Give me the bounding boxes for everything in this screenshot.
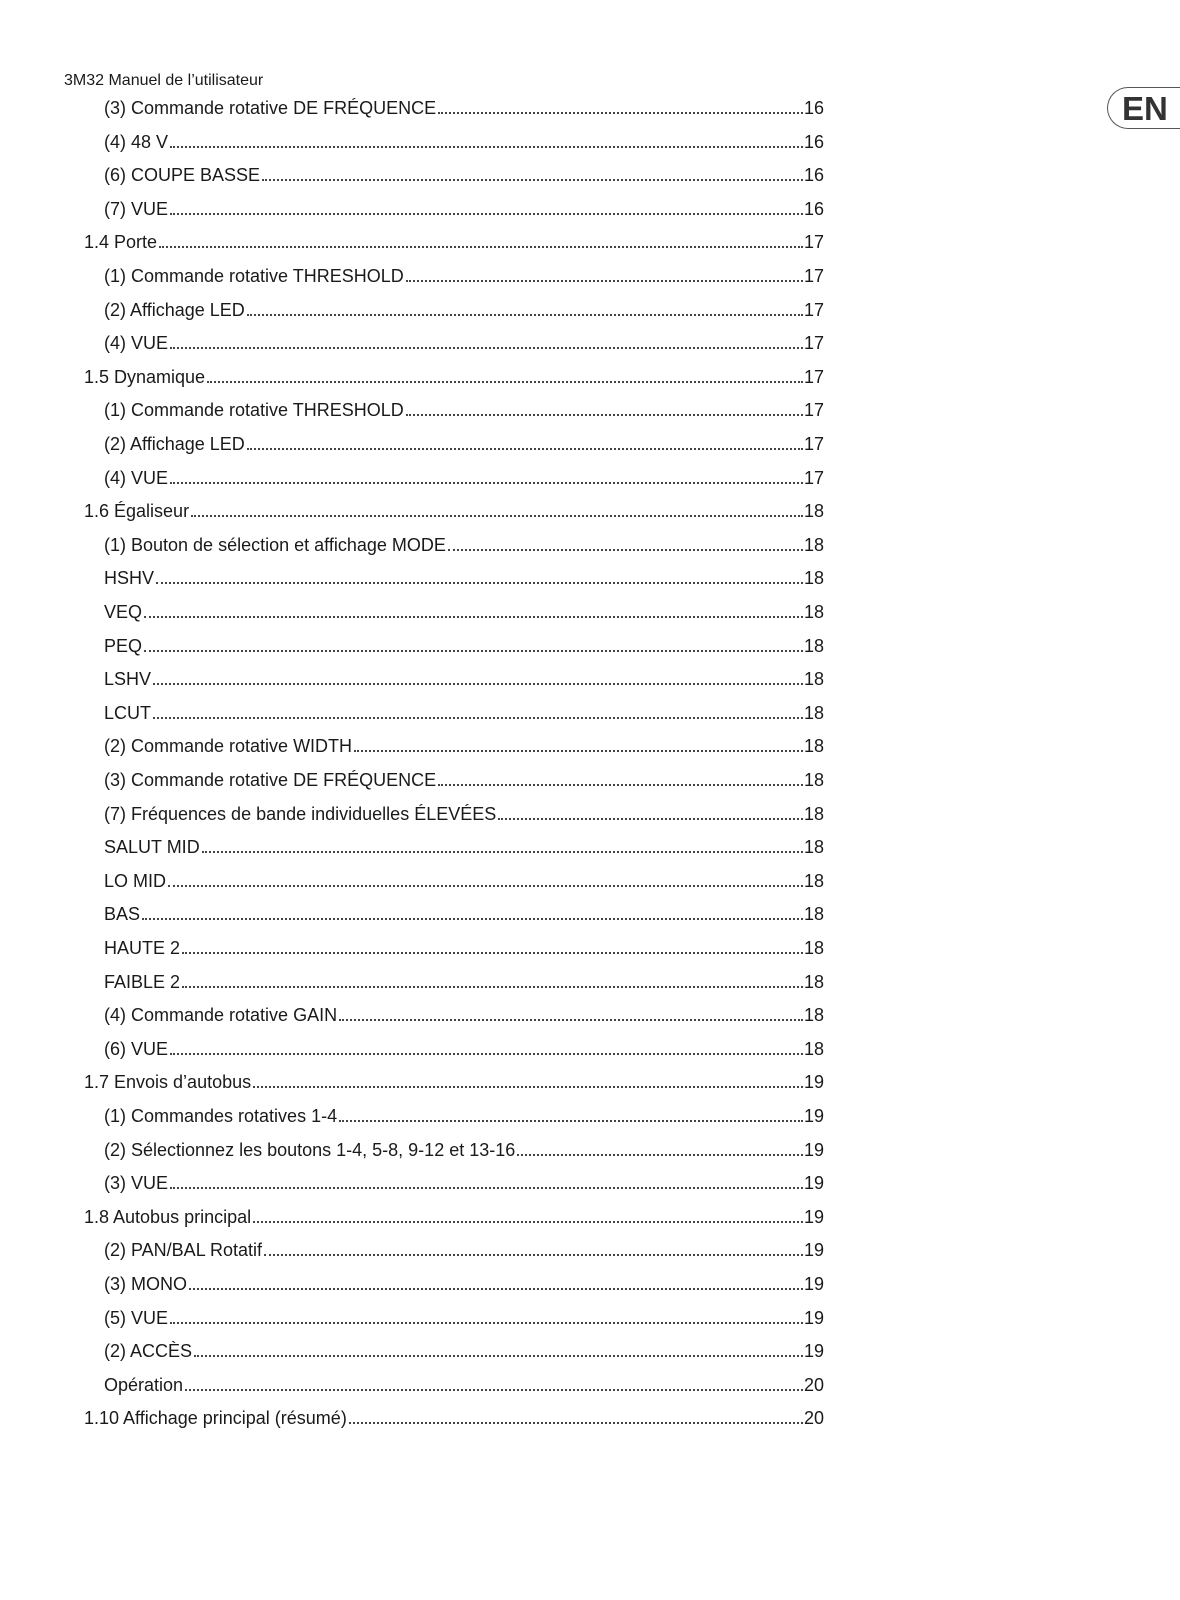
toc-entry-label: (3) Commande rotative DE FRÉQUENCE [104,770,437,790]
toc-dot-leader [170,146,803,148]
toc-entry-page-number: 18 [803,770,824,790]
toc-dot-leader [247,448,803,450]
toc-entry-page-number: 17 [803,400,824,421]
toc-entry-label: (1) Bouton de sélection et affichage MODE [104,534,446,555]
toc-entry-label: (6) COUPE BASSE [104,165,261,186]
toc-entry-page-number: 17 [803,333,824,354]
toc-dot-leader [182,986,803,988]
toc-dot-leader [182,952,803,954]
toc-entry[interactable] [104,1235,824,1261]
toc-entry-label: (6) VUE [104,1038,169,1059]
toc-entry-label: 1.10 Affichage principal (résumé) [84,1408,347,1429]
toc-entry[interactable] [104,799,824,825]
toc-dot-leader [142,918,803,920]
toc-entry-label: 1.4 Porte [84,232,158,253]
toc-entry[interactable] [104,194,824,220]
toc-entry-page-number: 18 [803,837,824,858]
toc-entry-page-number: 16 [803,198,824,219]
toc-entry-label: (2) Sélectionnez les boutons 1-4, 5-8, 9-12 et 13-16 [104,1139,516,1160]
toc-entry-page-number: 19 [803,1341,824,1362]
toc-entry-page-number: 18 [803,1038,824,1059]
toc-entry-page-number: 19 [803,1206,824,1227]
toc-dot-leader [153,717,803,719]
toc-dot-leader [406,414,803,416]
toc-entry-label: LSHV [104,669,152,690]
toc-dot-leader [207,381,803,383]
toc-dot-leader [191,515,803,517]
toc-entry-label: (3) MONO [104,1274,187,1294]
toc-dot-leader [153,683,803,685]
toc-dot-leader [262,179,803,181]
toc-entry[interactable] [104,395,824,421]
toc-entry-label: (4) 48 V [104,131,169,152]
toc-entry-page-number: 17 [803,467,824,488]
toc-entry-page-number: 19 [803,1240,824,1261]
toc-entry-page-number: 19 [803,1106,824,1126]
toc-dot-leader [170,482,803,484]
toc-entry-page-number: 17 [803,232,824,253]
toc-entry-page-number: 20 [803,1408,824,1429]
toc-entry-label: HSHV [104,568,155,589]
toc-dot-leader [194,1355,803,1357]
toc-entry-page-number: 18 [803,736,824,757]
toc-entry-label: 1.8 Autobus principal [84,1206,252,1227]
toc-entry[interactable] [104,1101,824,1127]
toc-entry[interactable] [104,1000,824,1026]
toc-dot-leader [339,1120,803,1122]
toc-entry[interactable] [104,664,824,690]
toc-entry[interactable] [84,362,824,388]
toc-entry[interactable] [84,1202,824,1228]
toc-entry-label: PEQ [104,635,143,656]
toc-entry[interactable] [104,631,824,657]
toc-entry-label: (2) Affichage LED [104,434,245,454]
toc-entry-label: (7) VUE [104,198,169,219]
toc-entry-label: (4) VUE [104,467,169,488]
toc-entry-label: SALUT MID [104,837,200,858]
toc-entry[interactable] [104,866,824,892]
toc-entry-label: HAUTE 2 [104,938,181,958]
toc-entry-page-number: 18 [803,971,824,992]
toc-entry[interactable] [104,933,824,959]
toc-dot-leader [189,1288,803,1290]
toc-entry-page-number: 20 [803,1374,824,1395]
toc-entry-page-number: 18 [803,635,824,656]
toc-entry[interactable] [104,463,824,489]
toc-entry-page-number: 16 [803,98,824,118]
toc-entry-page-number: 18 [803,501,824,522]
toc-entry-page-number: 17 [803,299,824,320]
toc-entry-label: (2) Affichage LED [104,299,245,320]
toc-entry-page-number: 18 [803,1005,824,1026]
toc-entry[interactable] [104,1135,824,1161]
toc-entry[interactable] [104,967,824,993]
toc-entry-page-number: 18 [803,904,824,925]
toc-entry[interactable] [104,1168,824,1194]
toc-entry-page-number: 17 [803,266,824,286]
toc-dot-leader [253,1086,803,1088]
toc-dot-leader [144,616,803,618]
toc-dot-leader [170,347,803,349]
toc-dot-leader [354,750,803,752]
toc-entry[interactable] [104,698,824,724]
toc-entry-page-number: 18 [803,803,824,824]
toc-entry-page-number: 18 [803,669,824,690]
toc-entry-page-number: 18 [803,870,824,891]
toc-entry[interactable] [104,832,824,858]
toc-entry-label: (7) Fréquences de bande individuelles ÉLEVÉES [104,803,497,824]
toc-dot-leader [144,650,803,652]
toc-dot-leader [253,1221,803,1223]
toc-dot-leader [156,582,803,584]
toc-entry-label: 1.5 Dynamique [84,366,206,387]
toc-entry[interactable] [104,530,824,556]
toc-dot-leader [448,549,803,551]
language-badge-label: EN [1122,90,1168,127]
toc-entry[interactable] [104,1034,824,1060]
toc-dot-leader [349,1422,803,1424]
toc-dot-leader [406,280,803,282]
toc-entry[interactable] [84,496,824,522]
toc-entry-page-number: 16 [803,131,824,152]
toc-entry-label: (4) Commande rotative GAIN [104,1005,338,1026]
toc-entry-page-number: 18 [803,568,824,589]
toc-entry-page-number: 19 [803,1307,824,1328]
toc-entry[interactable] [84,1403,824,1429]
toc-entry[interactable] [84,227,824,253]
toc-dot-leader [170,1187,803,1189]
toc-entry-label: Opération [104,1374,184,1395]
toc-dot-leader [339,1019,803,1021]
toc-entry[interactable] [104,731,824,757]
toc-entry[interactable] [104,899,824,925]
toc-dot-leader [170,213,803,215]
toc-dot-leader [168,885,803,887]
toc-entry[interactable] [104,93,824,119]
toc-entry[interactable] [104,160,824,186]
toc-dot-leader [185,1389,803,1391]
toc-dot-leader [170,1322,803,1324]
toc-entry-label: (1) Commande rotative THRESHOLD [104,400,404,421]
document-title: 3M32 Manuel de l’utilisateur [64,72,264,89]
toc-entry-label: (5) VUE [104,1307,169,1328]
toc-entry[interactable] [104,127,824,153]
toc-entry-label: VEQ [104,602,143,622]
toc-entry-label: (2) Commande rotative WIDTH [104,736,353,757]
toc-dot-leader [264,1254,803,1256]
language-badge [1107,87,1180,129]
toc-entry-label: (2) ACCÈS [104,1341,193,1362]
toc-entry-label: (1) Commande rotative THRESHOLD [104,266,404,286]
toc-entry-label: 1.7 Envois d’autobus [84,1072,252,1093]
toc-dot-leader [159,246,803,248]
toc-dot-leader [498,818,803,820]
toc-entry-label: 1.6 Égaliseur [84,501,190,522]
toc-entry-page-number: 18 [803,534,824,555]
toc-entry-label: (2) PAN/BAL Rotatif [104,1240,263,1261]
toc-entry-page-number: 18 [803,702,824,723]
toc-entry-label: BAS [104,904,141,925]
toc-entry-page-number: 19 [803,1139,824,1160]
toc-dot-leader [170,1053,803,1055]
toc-entry[interactable] [104,429,824,455]
toc-entry-label: LCUT [104,702,152,723]
toc-entry[interactable] [104,261,824,287]
toc-entry[interactable] [104,563,824,589]
toc-entry-page-number: 16 [803,165,824,186]
toc-entry-page-number: 19 [803,1173,824,1194]
toc-entry-label: (4) VUE [104,333,169,354]
toc-entry[interactable] [84,1067,824,1093]
toc-entry-page-number: 17 [803,366,824,387]
toc-dot-leader [438,784,803,786]
toc-dot-leader [202,851,803,853]
toc-entry-label: (3) VUE [104,1173,169,1194]
toc-entry[interactable] [104,765,824,791]
toc-entry[interactable] [104,1370,824,1396]
toc-entry-page-number: 18 [803,938,824,958]
toc-entry-label: LO MID [104,870,167,891]
toc-entry[interactable] [104,295,824,321]
toc-dot-leader [247,314,803,316]
toc-dot-leader [517,1154,803,1156]
toc-entry-page-number: 18 [803,602,824,622]
toc-entry[interactable] [104,597,824,623]
toc-entry-label: (1) Commandes rotatives 1-4 [104,1106,338,1126]
toc-entry-page-number: 17 [803,434,824,454]
toc-entry-label: (3) Commande rotative DE FRÉQUENCE [104,98,437,118]
toc-dot-leader [438,112,803,114]
toc-entry[interactable] [104,1336,824,1362]
toc-entry-page-number: 19 [803,1274,824,1294]
toc-entry[interactable] [104,1269,824,1295]
toc-entry[interactable] [104,328,824,354]
toc-entry[interactable] [104,1303,824,1329]
toc-entry-label: FAIBLE 2 [104,971,181,992]
toc-entry-page-number: 19 [803,1072,824,1093]
